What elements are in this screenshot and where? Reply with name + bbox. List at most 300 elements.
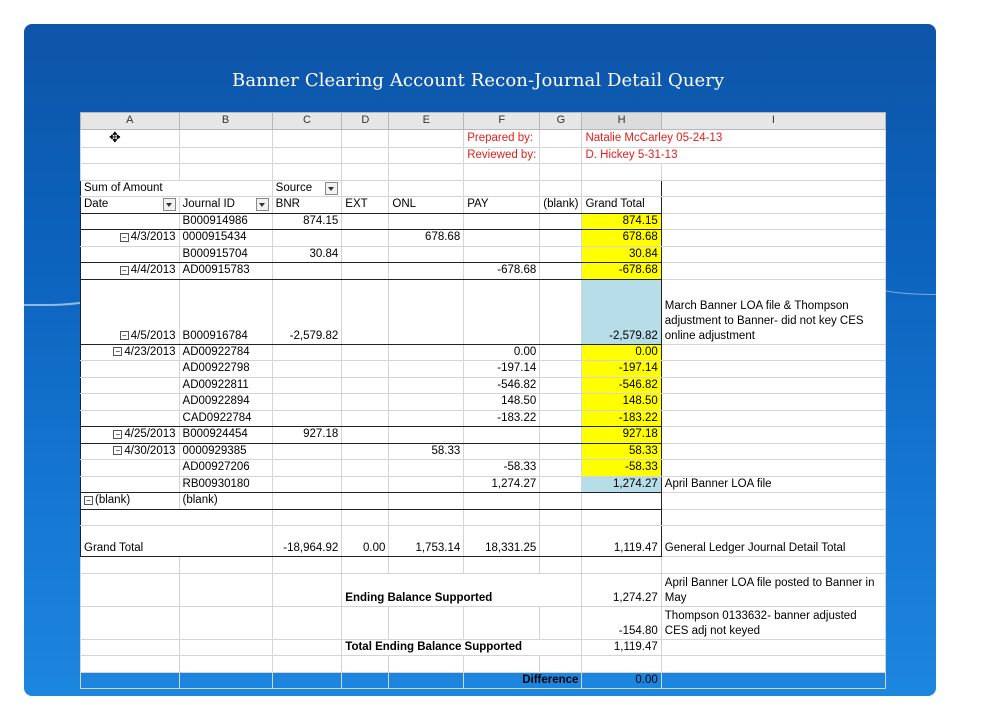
ext-cell[interactable] (342, 279, 389, 344)
prepared-by-label[interactable]: Prepared by: (464, 129, 540, 147)
cell[interactable] (179, 672, 272, 689)
blank-cell[interactable] (540, 213, 582, 230)
cell[interactable] (464, 509, 540, 526)
cell[interactable] (81, 164, 180, 181)
date-cell[interactable] (81, 230, 180, 247)
cell[interactable] (661, 493, 885, 510)
grand-total-cell[interactable] (582, 230, 661, 247)
col-bnr-header[interactable]: BNR (272, 197, 342, 214)
date-cell[interactable] (81, 377, 180, 394)
blank-cell[interactable] (540, 427, 582, 444)
journal-id-cell[interactable] (179, 377, 272, 394)
journal-id-cell[interactable] (179, 394, 272, 411)
grand-total-cell-text: -183.22 (618, 411, 658, 424)
pay-cell-text: -197.14 (497, 362, 537, 375)
date-cell[interactable] (81, 460, 180, 477)
blank-cell[interactable] (540, 443, 582, 460)
cell[interactable] (582, 164, 661, 181)
pivot-data-row (81, 410, 886, 427)
cell[interactable] (661, 656, 885, 673)
journal-id-cell-text: AD00922784 (182, 345, 250, 358)
cell[interactable] (179, 129, 272, 147)
journal-label: Journal ID (182, 198, 235, 211)
pay-cell[interactable] (464, 476, 540, 493)
cell[interactable] (464, 557, 540, 574)
ending-balance-value[interactable]: 1,274.27 (582, 573, 661, 606)
cell[interactable] (540, 656, 582, 673)
cell[interactable] (272, 509, 342, 526)
blank-cell[interactable] (540, 377, 582, 394)
grand-total-cell[interactable] (582, 410, 661, 427)
journal-id-cell[interactable] (179, 213, 272, 230)
ext-cell[interactable] (342, 443, 389, 460)
journal-id-cell[interactable] (179, 410, 272, 427)
journal-field[interactable] (179, 197, 272, 214)
reviewed-by-label[interactable]: Reviewed by: (464, 147, 540, 164)
journal-id-cell[interactable] (179, 443, 272, 460)
ext-cell[interactable] (342, 344, 389, 361)
pay-cell[interactable] (464, 361, 540, 378)
grand-total-cell[interactable] (582, 344, 661, 361)
ext-cell[interactable] (342, 427, 389, 444)
ext-cell[interactable] (342, 213, 389, 230)
onl-cell[interactable] (389, 344, 464, 361)
cell[interactable] (389, 147, 464, 164)
cell[interactable] (342, 606, 389, 639)
bnr-cell[interactable] (272, 476, 342, 493)
blank-cell[interactable] (540, 344, 582, 361)
pay-cell[interactable] (464, 344, 540, 361)
cell[interactable] (661, 509, 885, 526)
grand-total-cell[interactable] (582, 361, 661, 378)
cell[interactable] (389, 672, 464, 689)
cell[interactable] (272, 493, 342, 510)
cell[interactable] (179, 147, 272, 164)
ending-balance-label[interactable]: Ending Balance Supported (342, 573, 582, 606)
adjustment-value[interactable]: -154.80 (582, 606, 661, 639)
pay-cell[interactable] (464, 246, 540, 263)
column-header-h[interactable]: H (582, 113, 661, 130)
grand-total-cell-text: -546.82 (618, 378, 658, 391)
date-cell-text: 4/30/2013 (124, 444, 176, 457)
cell[interactable] (342, 180, 389, 197)
blank-cell[interactable] (540, 263, 582, 280)
cell[interactable] (81, 129, 180, 147)
onl-cell[interactable] (389, 460, 464, 477)
bnr-cell[interactable] (272, 427, 342, 444)
note-cell[interactable] (661, 246, 885, 263)
cell[interactable] (540, 509, 582, 526)
pay-cell[interactable] (464, 263, 540, 280)
source-field[interactable] (272, 180, 342, 197)
cell[interactable] (661, 197, 885, 214)
onl-cell[interactable] (389, 279, 464, 344)
date-cell[interactable] (81, 394, 180, 411)
cell[interactable] (540, 129, 582, 147)
cell[interactable] (179, 164, 272, 181)
note-cell[interactable] (661, 230, 885, 247)
grand-total-pay[interactable]: 18,331.25 (464, 526, 540, 557)
pivot-data-row (81, 361, 886, 378)
pay-cell[interactable] (464, 460, 540, 477)
cell[interactable] (272, 164, 342, 181)
adjustment-note[interactable]: Thompson 0133632- banner adjusted CES adj not keyed (661, 606, 885, 639)
grand-total-note[interactable]: General Ledger Journal Detail Total (661, 526, 885, 557)
note-cell[interactable] (661, 476, 885, 493)
cell[interactable] (389, 164, 464, 181)
pivot-data-row (81, 377, 886, 394)
blank-cell[interactable] (540, 394, 582, 411)
sum-of-amount-label[interactable]: Sum of Amount (81, 180, 273, 197)
cell[interactable] (389, 557, 464, 574)
col-onl-header[interactable]: ONL (389, 197, 464, 214)
cell[interactable] (81, 639, 180, 656)
cell[interactable] (661, 557, 885, 574)
blank-cell[interactable] (540, 279, 582, 344)
ext-cell[interactable] (342, 460, 389, 477)
collapse-icon[interactable]: − (120, 266, 129, 275)
cell[interactable] (81, 509, 273, 526)
column-header-b[interactable]: B (179, 113, 272, 130)
cell[interactable] (272, 573, 342, 606)
pivot-data-row (81, 427, 886, 444)
cell[interactable] (81, 672, 180, 689)
onl-cell[interactable] (389, 443, 464, 460)
column-header-a[interactable]: A (81, 113, 180, 130)
onl-cell[interactable] (389, 427, 464, 444)
cell[interactable] (464, 180, 540, 197)
ext-cell[interactable] (342, 246, 389, 263)
journal-id-cell[interactable] (179, 246, 272, 263)
date-cell[interactable] (81, 213, 180, 230)
cell[interactable] (464, 164, 540, 181)
grand-total-cell-text: 874.15 (622, 214, 658, 227)
note-cell[interactable] (661, 410, 885, 427)
bnr-cell-text: 927.18 (303, 428, 339, 441)
grand-total-cell[interactable] (582, 263, 661, 280)
difference-value[interactable]: 0.00 (582, 672, 661, 689)
cell[interactable] (389, 509, 464, 526)
cell[interactable] (540, 493, 582, 510)
column-header-e[interactable]: E (389, 113, 464, 130)
grand-total-row (81, 526, 886, 557)
cell[interactable] (81, 656, 180, 673)
journal-id-cell[interactable] (179, 230, 272, 247)
date-cell[interactable] (81, 344, 180, 361)
cell[interactable] (81, 147, 180, 164)
cell[interactable] (272, 656, 342, 673)
pivot-data-row (81, 279, 886, 344)
date-cell-text: 4/25/2013 (124, 428, 176, 441)
ext-cell[interactable] (342, 361, 389, 378)
pivot-data-row (81, 213, 886, 230)
bnr-cell[interactable] (272, 460, 342, 477)
summary-row (81, 573, 886, 606)
pay-cell-text: -58.33 (503, 461, 537, 474)
journal-id-cell-text: AD00927206 (182, 461, 250, 474)
cell[interactable] (582, 493, 661, 510)
pay-cell[interactable] (464, 443, 540, 460)
onl-cell[interactable] (389, 377, 464, 394)
grand-total-cell-text: -58.33 (625, 461, 658, 474)
onl-cell[interactable] (389, 213, 464, 230)
bnr-cell[interactable] (272, 394, 342, 411)
date-cell[interactable] (81, 361, 180, 378)
grand-total-cell[interactable] (582, 279, 661, 344)
grand-total-cell[interactable] (582, 377, 661, 394)
date-cell[interactable] (81, 410, 180, 427)
difference-label[interactable]: Difference (464, 672, 582, 689)
journal-id-cell[interactable] (179, 279, 272, 344)
date-cell[interactable] (81, 263, 180, 280)
collapse-icon[interactable]: − (84, 496, 93, 505)
cell[interactable] (179, 573, 272, 606)
journal-id-cell[interactable] (179, 476, 272, 493)
cell[interactable] (582, 656, 661, 673)
cell[interactable] (582, 557, 661, 574)
grand-total-cell-text: 30.84 (629, 247, 658, 260)
cell[interactable] (81, 573, 180, 606)
cell[interactable] (540, 526, 582, 557)
journal-id-cell[interactable] (179, 361, 272, 378)
cell[interactable] (342, 129, 389, 147)
pivot-data-row (81, 246, 886, 263)
cell[interactable] (81, 557, 180, 574)
cell[interactable] (81, 606, 180, 639)
cell[interactable] (342, 493, 389, 510)
cell[interactable] (179, 639, 272, 656)
bnr-cell[interactable] (272, 230, 342, 247)
cell[interactable] (179, 606, 272, 639)
note-cell[interactable] (661, 460, 885, 477)
column-header-d[interactable]: D (342, 113, 389, 130)
grand-total-cell[interactable] (582, 427, 661, 444)
date-cell[interactable] (81, 279, 180, 344)
date-filter-dropdown-icon[interactable] (163, 198, 176, 211)
grand-total-label[interactable]: Grand Total (81, 526, 273, 557)
slide-title: Banner Clearing Account Recon-Journal Detail Query (232, 70, 725, 91)
journal-id-cell-text: 0000915434 (182, 231, 247, 244)
column-header-f[interactable]: F (464, 113, 540, 130)
journal-id-cell[interactable] (179, 344, 272, 361)
note-cell[interactable] (661, 279, 885, 344)
date-cell[interactable] (81, 476, 180, 493)
cell[interactable] (342, 557, 389, 574)
pay-cell-text: 0.00 (513, 345, 537, 358)
bnr-cell[interactable] (272, 263, 342, 280)
blank-cell[interactable] (540, 476, 582, 493)
onl-cell[interactable] (389, 246, 464, 263)
cell[interactable] (582, 509, 661, 526)
grand-total-ext[interactable]: 0.00 (342, 526, 389, 557)
prepared-by-value[interactable]: Natalie McCarley 05-24-13 (582, 129, 886, 147)
pay-cell-text: 148.50 (501, 395, 537, 408)
cell[interactable] (342, 164, 389, 181)
journal-id-cell[interactable]: (blank) (179, 493, 272, 510)
grand-total-onl[interactable]: 1,753.14 (389, 526, 464, 557)
bnr-cell[interactable] (272, 213, 342, 230)
cell[interactable] (389, 606, 464, 639)
total-ending-balance-label[interactable]: Total Ending Balance Supported (342, 639, 582, 656)
pay-cell[interactable] (464, 230, 540, 247)
grand-total-cell[interactable] (582, 476, 661, 493)
collapse-icon[interactable]: − (120, 233, 129, 242)
bnr-cell[interactable] (272, 279, 342, 344)
cell[interactable] (540, 147, 582, 164)
pay-cell[interactable] (464, 377, 540, 394)
cell[interactable] (464, 656, 540, 673)
onl-cell[interactable] (389, 263, 464, 280)
col-pay-header[interactable]: PAY (464, 197, 540, 214)
col-grand-total-header[interactable]: Grand Total (582, 197, 661, 214)
total-ending-balance-value[interactable]: 1,119.47 (582, 639, 661, 656)
bnr-cell[interactable] (272, 443, 342, 460)
cell[interactable] (272, 557, 342, 574)
collapse-icon[interactable]: − (113, 347, 122, 356)
note-cell[interactable] (661, 213, 885, 230)
cell[interactable] (661, 164, 885, 181)
bnr-cell[interactable] (272, 344, 342, 361)
journal-filter-dropdown-icon[interactable] (256, 198, 269, 211)
grand-total-cell[interactable] (582, 394, 661, 411)
journal-id-cell[interactable] (179, 263, 272, 280)
cell[interactable] (540, 606, 582, 639)
cell[interactable] (389, 129, 464, 147)
cell[interactable] (272, 639, 342, 656)
ext-cell[interactable] (342, 377, 389, 394)
journal-id-cell-text: B000915704 (182, 247, 248, 260)
col-ext-header[interactable]: EXT (342, 197, 389, 214)
cell[interactable] (342, 147, 389, 164)
cell[interactable] (179, 656, 272, 673)
blank-cell[interactable] (540, 230, 582, 247)
onl-cell[interactable] (389, 410, 464, 427)
journal-id-cell[interactable] (179, 427, 272, 444)
journal-id-cell-text: AD00922798 (182, 362, 250, 375)
ext-cell[interactable] (342, 394, 389, 411)
onl-cell[interactable] (389, 361, 464, 378)
ending-balance-note[interactable]: April Banner LOA file posted to Banner in May (661, 573, 885, 606)
grand-total-cell-text: 0.00 (635, 345, 658, 358)
note-cell-text: March Banner LOA file & Thompson adjustment to Banner- did not key CES online adjustment (664, 299, 864, 342)
cell[interactable] (272, 672, 342, 689)
bnr-cell[interactable] (272, 377, 342, 394)
cell[interactable] (389, 656, 464, 673)
column-header-i[interactable]: I (661, 113, 885, 130)
onl-cell[interactable] (389, 230, 464, 247)
spreadsheet (80, 112, 886, 686)
collapse-icon[interactable]: − (120, 331, 129, 340)
grand-total-cell-text: 148.50 (622, 395, 658, 408)
grand-total-cell-text: 58.33 (629, 444, 658, 457)
pivot-data-row (81, 476, 886, 493)
column-header-c[interactable]: C (272, 113, 342, 130)
blank-cell[interactable] (540, 410, 582, 427)
pivot-column-row (81, 197, 886, 214)
cell[interactable] (389, 180, 464, 197)
col-blank-header[interactable]: (blank) (540, 197, 582, 214)
blank-cell[interactable] (540, 361, 582, 378)
grand-total-cell[interactable] (582, 443, 661, 460)
cell[interactable] (661, 672, 885, 689)
onl-cell[interactable] (389, 476, 464, 493)
journal-id-cell[interactable] (179, 460, 272, 477)
grand-total-total[interactable]: 1,119.47 (582, 526, 661, 557)
blank-cell[interactable] (540, 246, 582, 263)
cell[interactable] (464, 493, 540, 510)
grand-total-cell[interactable] (582, 213, 661, 230)
grand-total-cell-text: 678.68 (622, 231, 658, 244)
reviewed-by-value[interactable]: D. Hickey 5-31-13 (582, 147, 886, 164)
pivot-data-row (81, 230, 886, 247)
collapse-icon[interactable]: − (113, 446, 122, 455)
ext-cell[interactable] (342, 263, 389, 280)
cell[interactable] (179, 557, 272, 574)
note-cell[interactable] (661, 263, 885, 280)
date-field[interactable] (81, 197, 180, 214)
date-cell[interactable] (81, 493, 180, 510)
pay-cell[interactable] (464, 410, 540, 427)
cell[interactable] (540, 180, 582, 197)
bnr-cell[interactable] (272, 361, 342, 378)
date-cell[interactable] (81, 443, 180, 460)
blank-cell[interactable] (540, 460, 582, 477)
note-cell[interactable] (661, 427, 885, 444)
pivot-data-row (81, 394, 886, 411)
cell[interactable] (272, 606, 342, 639)
pay-cell[interactable] (464, 394, 540, 411)
cell[interactable] (464, 606, 540, 639)
date-cell[interactable] (81, 427, 180, 444)
cell[interactable] (272, 147, 342, 164)
date-cell[interactable] (81, 246, 180, 263)
note-cell[interactable] (661, 377, 885, 394)
column-header-g[interactable]: G (540, 113, 582, 130)
ext-cell[interactable] (342, 410, 389, 427)
grand-total-bnr[interactable]: -18,964.92 (272, 526, 342, 557)
note-cell[interactable] (661, 394, 885, 411)
grand-total-cell[interactable] (582, 246, 661, 263)
grand-total-cell[interactable] (582, 460, 661, 477)
bnr-cell[interactable] (272, 410, 342, 427)
note-cell[interactable] (661, 344, 885, 361)
cell[interactable] (661, 180, 885, 197)
source-filter-dropdown-icon[interactable] (325, 182, 338, 195)
cell[interactable] (342, 509, 389, 526)
collapse-icon[interactable]: − (113, 430, 122, 439)
pay-cell[interactable] (464, 213, 540, 230)
sheet-row (81, 557, 886, 574)
cell[interactable] (389, 493, 464, 510)
bnr-cell[interactable] (272, 246, 342, 263)
cell[interactable] (582, 180, 661, 197)
note-cell[interactable] (661, 361, 885, 378)
onl-cell[interactable] (389, 394, 464, 411)
ext-cell[interactable] (342, 476, 389, 493)
pay-cell[interactable] (464, 279, 540, 344)
ext-cell[interactable] (342, 230, 389, 247)
cell[interactable] (342, 672, 389, 689)
cell[interactable] (342, 656, 389, 673)
journal-id-cell-text: AD00922894 (182, 395, 250, 408)
cell[interactable] (272, 129, 342, 147)
pay-cell[interactable] (464, 427, 540, 444)
cell[interactable] (661, 639, 885, 656)
grand-total-cell-text: -2,579.82 (609, 329, 658, 342)
note-cell[interactable] (661, 443, 885, 460)
cell[interactable] (540, 164, 582, 181)
cell[interactable] (540, 557, 582, 574)
